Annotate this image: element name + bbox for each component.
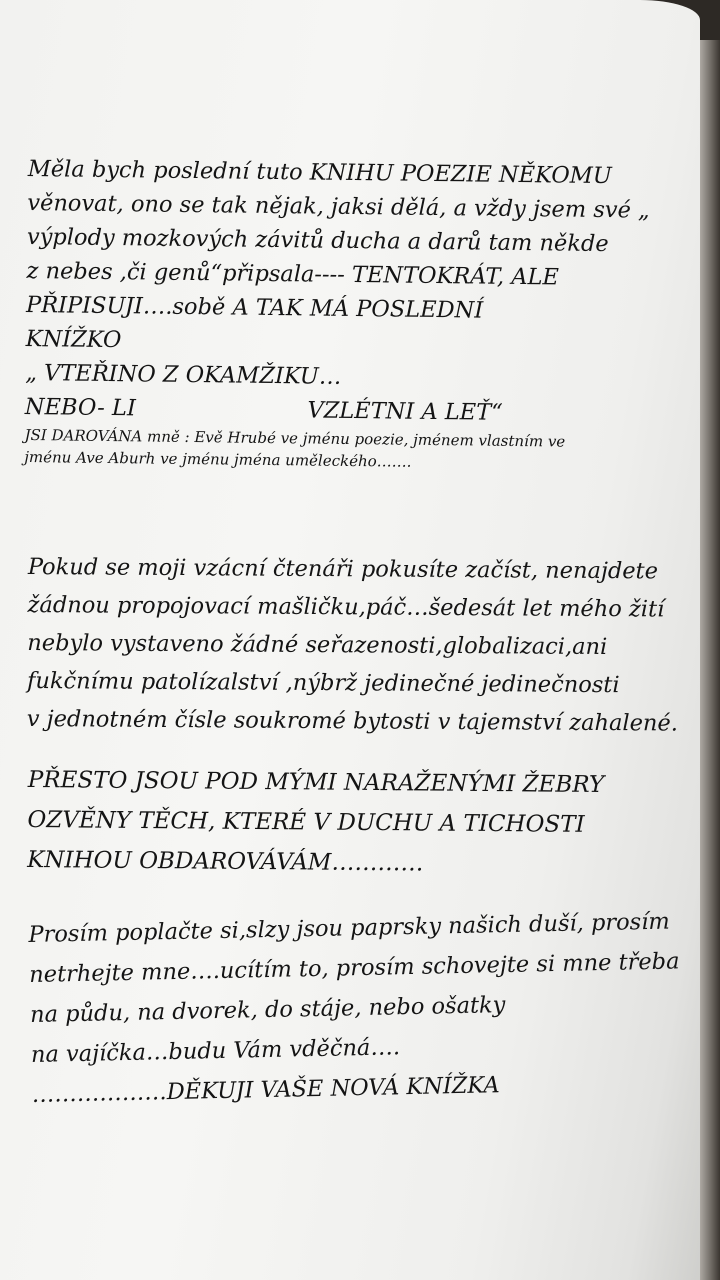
intro-line: „ VTEŘINO Z OKAMŽIKU… [25,359,342,390]
paragraph-line: Pokud se moji vzácní čtenáři pokusíte začíst, nenajdete [27,553,659,585]
paragraph-line: v jednotném čísle soukromé bytosti v tajemství zahalené. [26,705,679,737]
intro-line: Měla bych poslední tuto KNIHU POEZIE NĚKOMU [27,155,612,190]
paragraph-line: fukčnímu patolízalství ,nýbrž jedinečné jedinečnosti [26,667,620,699]
paragraph-line: netrhejte mne….ucítím to, prosím schovejte si mne třeba [28,948,680,988]
dedication-line: jménu Ave Aburh ve jménu jména uměleckého……. [24,447,412,471]
paragraph-plea [28,901,692,1115]
intro-line: výplody mozkových závitů ducha a darů tam někde [26,223,609,258]
book-page-edge [698,40,720,1280]
signature-line: ………………DĚKUJI VAŠE NOVÁ KNÍŽKA [31,1072,500,1108]
dedication-line: JSI DAROVÁNA mně : Evě Hrubé ve jménu poezie, jménem vlastním ve [24,425,566,451]
paragraph-line: Prosím poplačte si,slzy jsou paprsky našich duší, prosím [28,908,671,948]
paragraph-echoes [27,760,688,886]
paragraph-line: PŘESTO JSOU POD MÝMI NARAŽENÝMI ŽEBRY [27,766,605,799]
intro-line: z nebes ,či genů“připsala---- TENTOKRÁT, ALE [26,257,560,291]
intro-line: NEBO- LI VZLÉTNI A LEŤ“ [24,393,503,426]
paragraph-line: na půdu, na dvorek, do stáje, nebo ošatky [29,992,506,1028]
intro-line: věnovat, ono se tak nějak, jaksi dělá, a vždy jsem své „ [27,189,650,224]
paragraph-readers [27,548,688,743]
paragraph-line: na vajíčka…budu Vám vděčná…. [30,1034,401,1068]
paragraph-line: žádnou propojovací mašličku,páč…šedesát let mého žití [27,591,665,623]
intro-block [24,152,688,476]
intro-line: PŘIPISUJI….sobě A TAK MÁ POSLEDNÍ [25,291,484,324]
paragraph-line: OZVĚNY TĚCH, KTERÉ V DUCHU A TICHOSTI [27,806,585,838]
intro-line: KNÍŽKO [25,325,122,354]
paragraph-line: KNIHOU OBDAROVÁVÁM………… [27,846,424,877]
paragraph-line: nebylo vystaveno žádné seřazenosti,globalizaci,ani [27,629,608,661]
